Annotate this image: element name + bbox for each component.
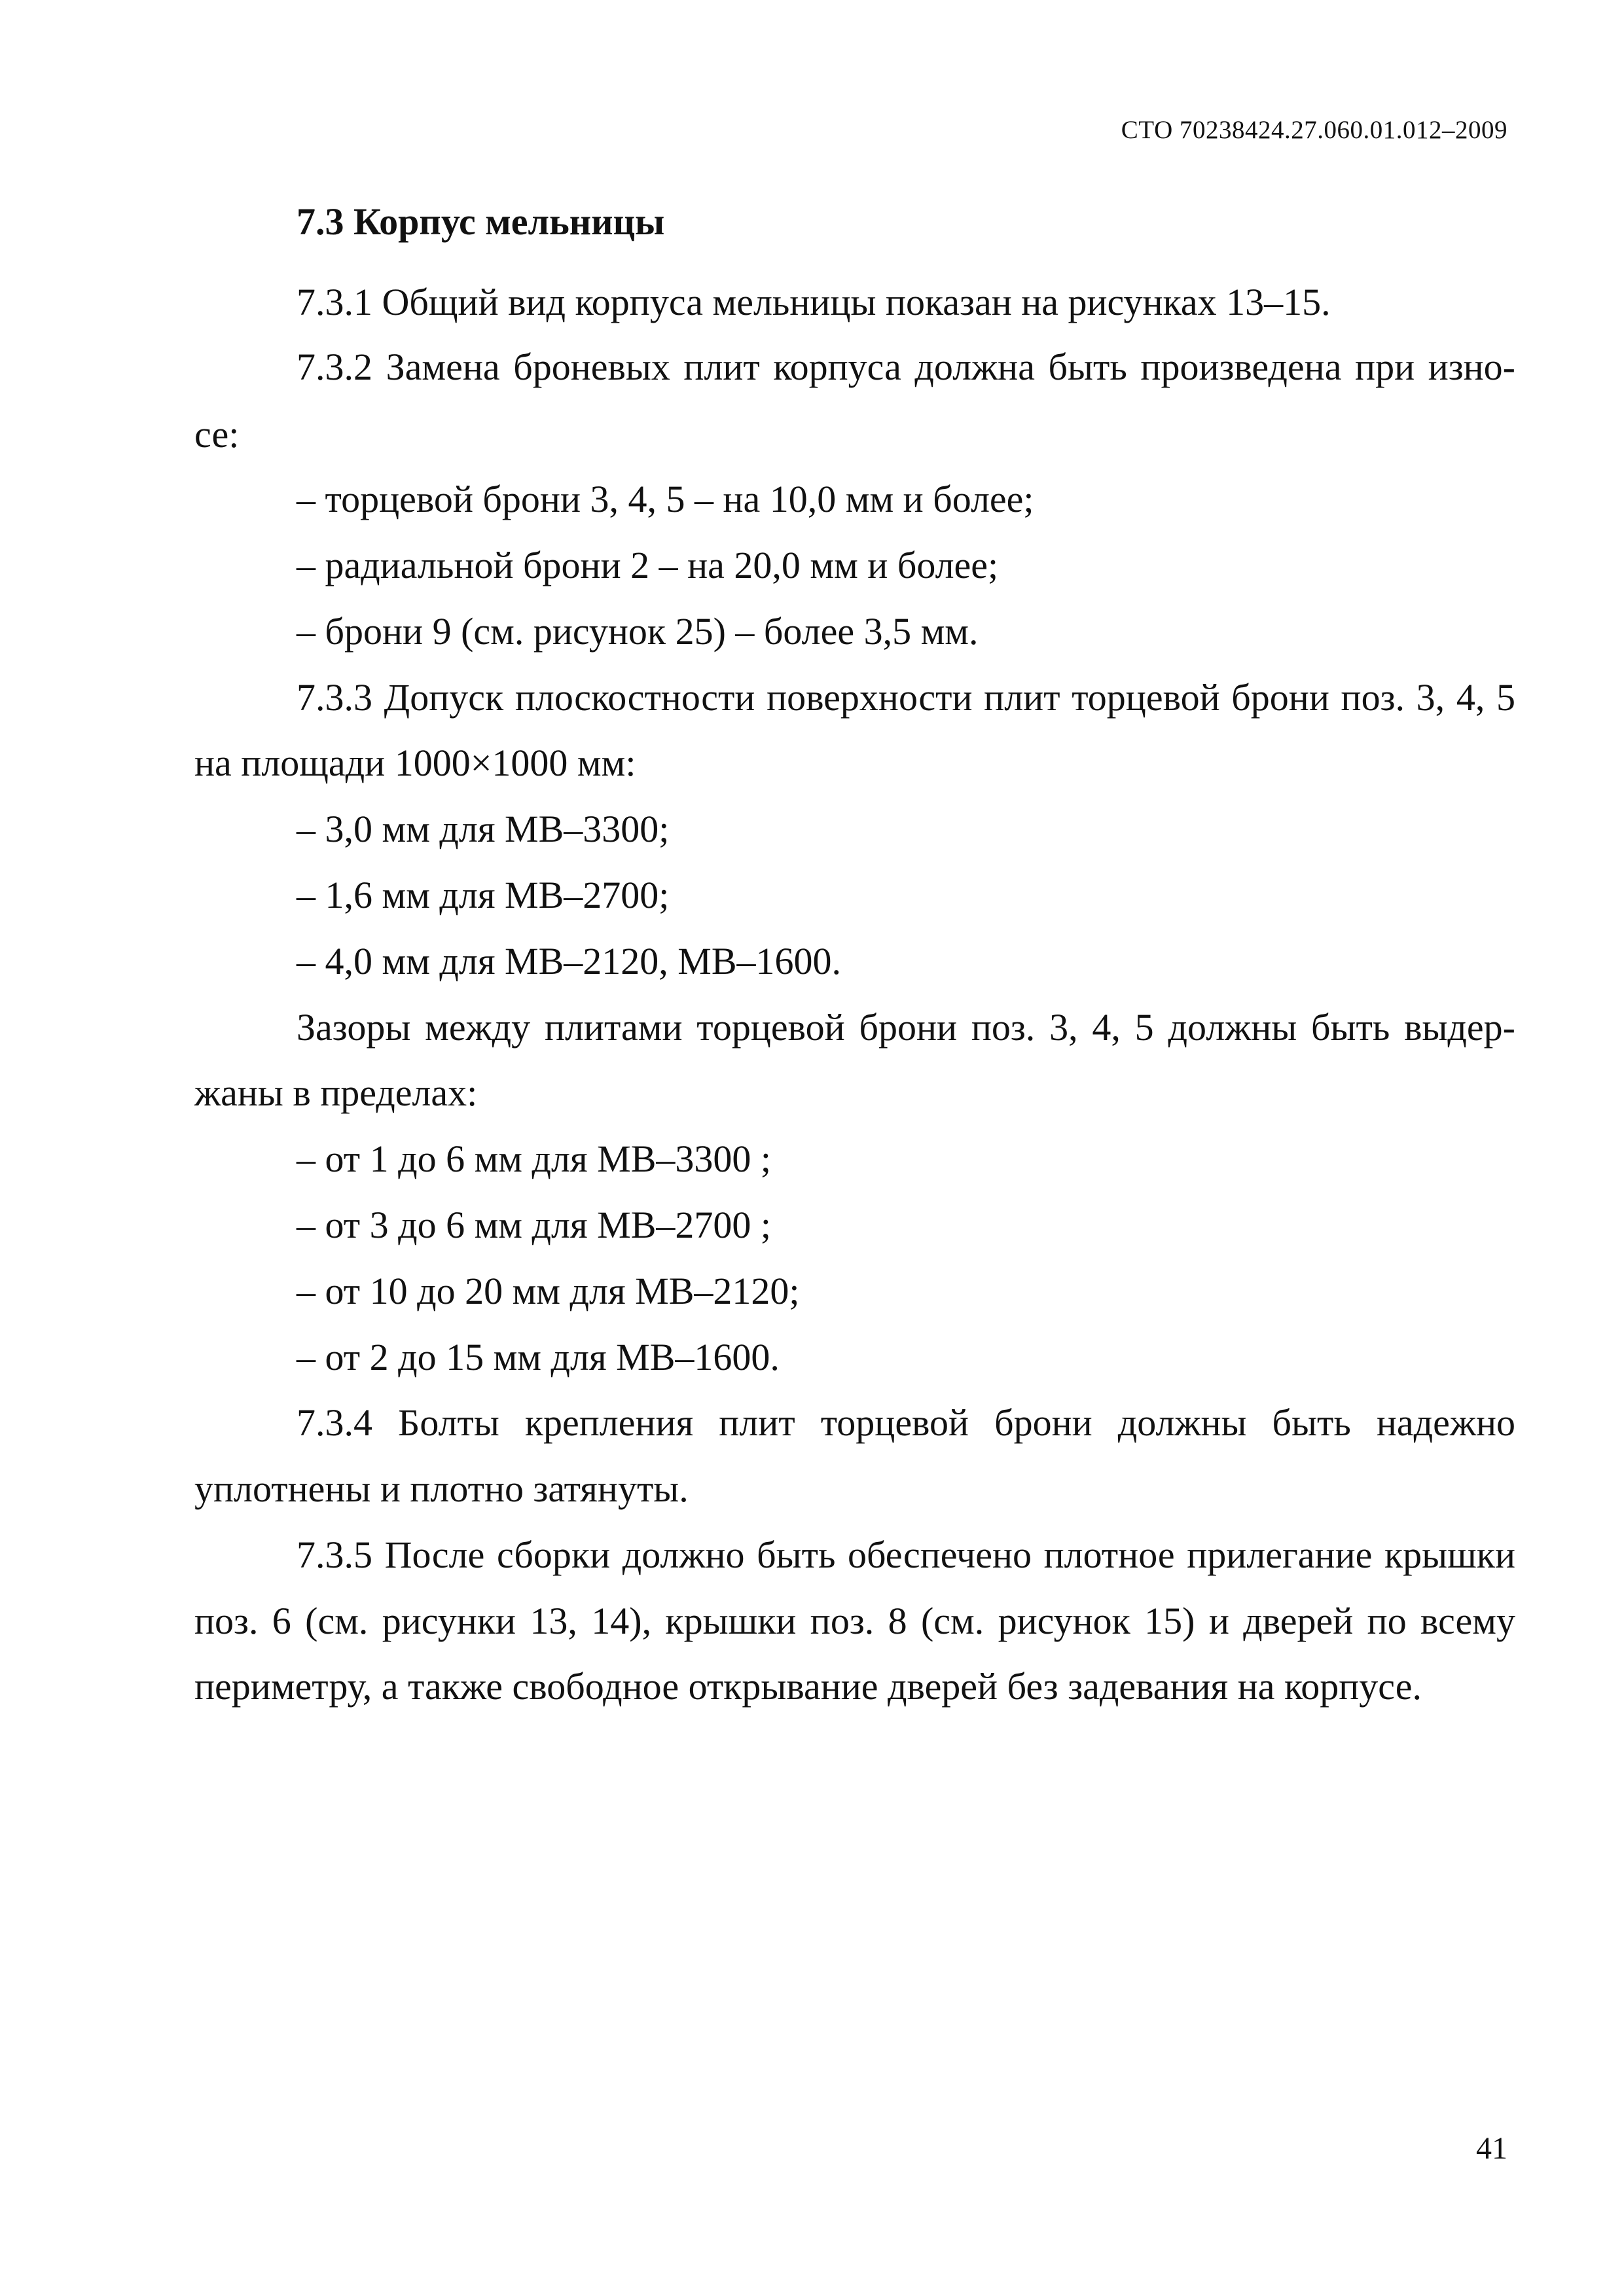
list-item-mv-2700-gap: – от 3 до 6 мм для МВ–2700 ; [297, 1204, 771, 1246]
list-item-mv-3300-gap: – от 1 до 6 мм для МВ–3300 ; [297, 1138, 771, 1180]
document-code-header: СТО 70238424.27.060.01.012–2009 [1121, 116, 1507, 144]
paragraph-gaps-line-2: жаны в пределах: [194, 1071, 478, 1114]
paragraph-7-3-5-line-1: 7.3.5 После сборки должно быть обеспечено плотное прилегание крышки [297, 1534, 1515, 1576]
paragraph-gaps-line-1: Зазоры между плитами торцевой брони поз. 3, 4, 5 должны быть выдер- [297, 1006, 1515, 1049]
page-number: 41 [1476, 2131, 1507, 2166]
list-item-mv-2120-gap: – от 10 до 20 мм для МВ–2120; [297, 1270, 800, 1312]
section-heading: 7.3 Корпус мельницы [297, 200, 665, 243]
paragraph-7-3-5-line-2: поз. 6 (см. рисунки 13, 14), крышки поз. 8 (см. рисунок 15) и дверей по всему [194, 1600, 1515, 1642]
list-item-radial-armor: – радиальной брони 2 – на 20,0 мм и более; [297, 544, 999, 586]
list-item-mv-2700-flatness: – 1,6 мм для МВ–2700; [297, 874, 670, 916]
paragraph-7-3-3-line-1: 7.3.3 Допуск плоскостности поверхности плит торцевой брони поз. 3, 4, 5 [297, 676, 1515, 719]
list-item-mv-1600-gap: – от 2 до 15 мм для МВ–1600. [297, 1336, 780, 1378]
paragraph-7-3-2-line-1: 7.3.2 Замена броневых плит корпуса должна быть произведена при изно- [297, 346, 1515, 388]
list-item-end-armor: – торцевой брони 3, 4, 5 – на 10,0 мм и более; [297, 478, 1034, 520]
paragraph-7-3-2-line-2: се: [194, 413, 240, 456]
paragraph-7-3-3-line-2: на площади 1000×1000 мм: [194, 742, 636, 784]
paragraph-7-3-4-line-1: 7.3.4 Болты крепления плит торцевой брони должны быть надежно [297, 1401, 1515, 1444]
list-item-armor-9: – брони 9 (см. рисунок 25) – более 3,5 мм. [297, 610, 979, 653]
paragraph-7-3-5-line-3: периметру, а также свободное открывание дверей без задевания на корпусе. [194, 1665, 1422, 1708]
list-item-mv-3300-flatness: – 3,0 мм для МВ–3300; [297, 808, 670, 850]
paragraph-7-3-4-line-2: уплотнены и плотно затянуты. [194, 1467, 689, 1510]
list-item-mv-2120-1600-flatness: – 4,0 мм для МВ–2120, МВ–1600. [297, 940, 842, 982]
paragraph-7-3-1: 7.3.1 Общий вид корпуса мельницы показан на рисунках 13–15. [297, 281, 1331, 323]
